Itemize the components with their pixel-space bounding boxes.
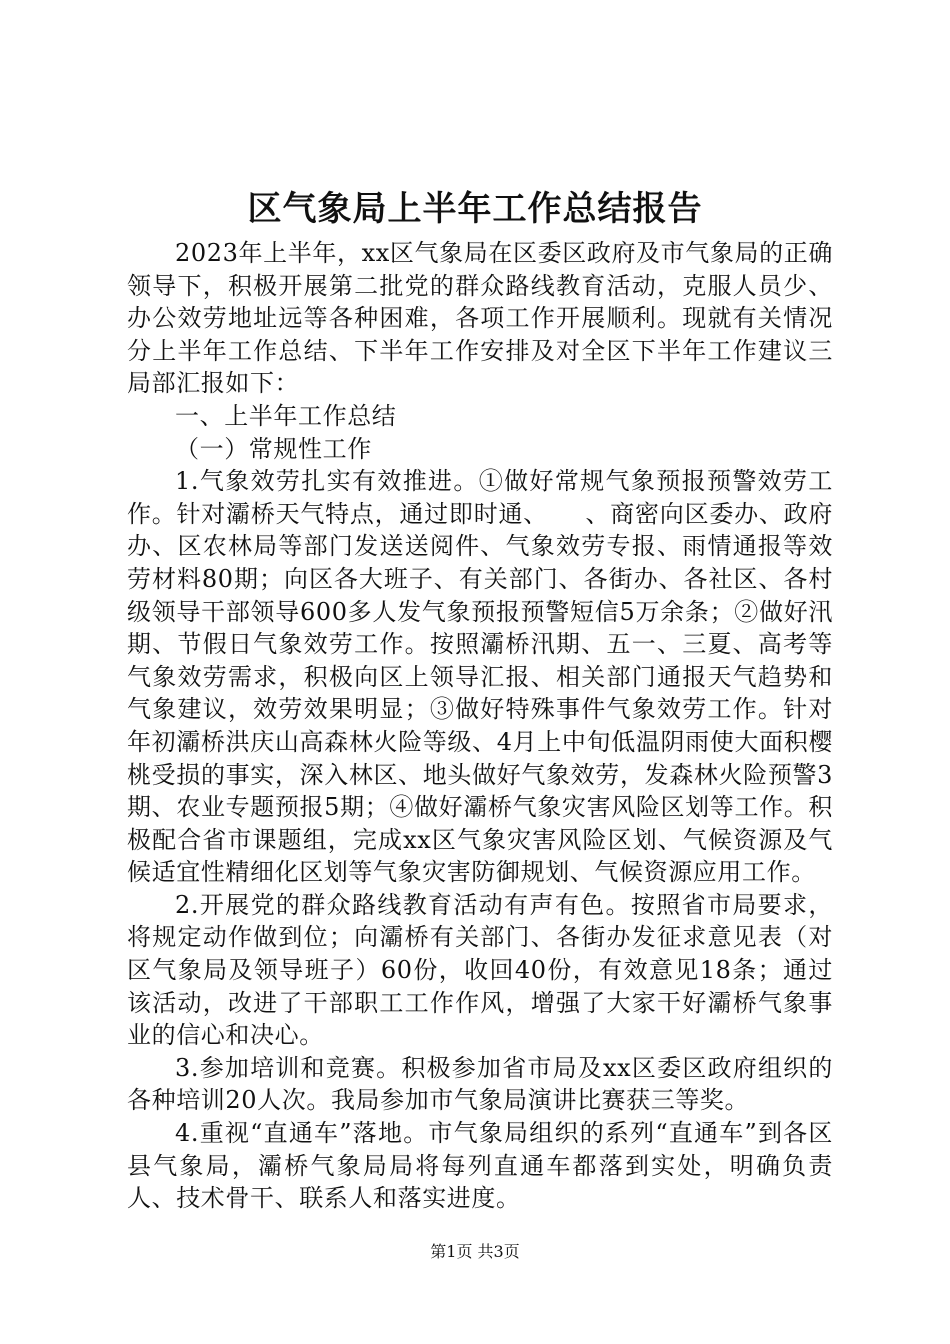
subsection-heading: （一）常规性工作	[175, 434, 372, 463]
section-heading: 一、上半年工作总结	[175, 401, 397, 430]
document-body	[127, 237, 833, 1215]
paragraph-item-2: 2.开展党的群众路线教育活动有声有色。按照省市局要求，将规定动作做到位；向灞桥有关部门、各街办发征求意见表（对区气象局及领导班子）60份，收回40份，有效意见18条；通过该活动，改进了干部职工工作作风，增强了大家干好灞桥气象事业的信心和决心。	[127, 890, 833, 1050]
document-title: 区气象局上半年工作总结报告	[247, 189, 703, 229]
page-number-footer: 第1页 共3页	[430, 1242, 520, 1261]
paragraph-item-4: 4.重视“直通车”落地。市气象局组织的系列“直通车”到各区县气象局，灞桥气象局局将每列直通车都落到实处，明确负责人、技术骨干、联系人和落实进度。	[127, 1119, 833, 1213]
paragraph-item-1: 1.气象效劳扎实有效推进。①做好常规气象预报预警效劳工作。针对灞桥天气特点，通过即时通、 、商密向区委办、政府办、区农林局等部门发送送阅件、气象效劳专报、雨情通报等效劳材料80期；向区各大班子、有关部门、各街办、各社区、各村级领导干部领导600多人发气象预报预警短信5万余条；②做好汛期、节假日气象效劳工作。按照灞桥汛期、五一、三夏、高考等气象效劳需求，积极向区上领导汇报、相关部门通报天气趋势和气象建议，效劳效果明显；③做好特殊事件气象效劳工作。针对年初灞桥洪庆山高森林火险等级、4月上中旬低温阴雨使大面积樱桃受损的事实，深入林区、地头做好气象效劳，发森林火险预警3期、农业专题预报5期；④做好灞桥气象灾害风险区划等工作。积极配合省市课题组，完成xx区气象灾害风险区划、气候资源及气候适宜性精细化区划等气象灾害防御规划、气候资源应用工作。	[127, 467, 833, 887]
paragraph-item-3: 3.参加培训和竞赛。积极参加省市局及xx区委区政府组织的各种培训20人次。我局参加市气象局演讲比赛获三等奖。	[127, 1053, 833, 1115]
paragraph-intro: 2023年上半年，xx区气象局在区委区政府及市气象局的正确领导下，积极开展第二批党的群众路线教育活动，克服人员少、办公效劳地址远等各种困难，各项工作开展顺利。现就有关情况分上半年工作总结、下半年工作安排及对全区下半年工作建议三局部汇报如下：	[127, 239, 833, 398]
